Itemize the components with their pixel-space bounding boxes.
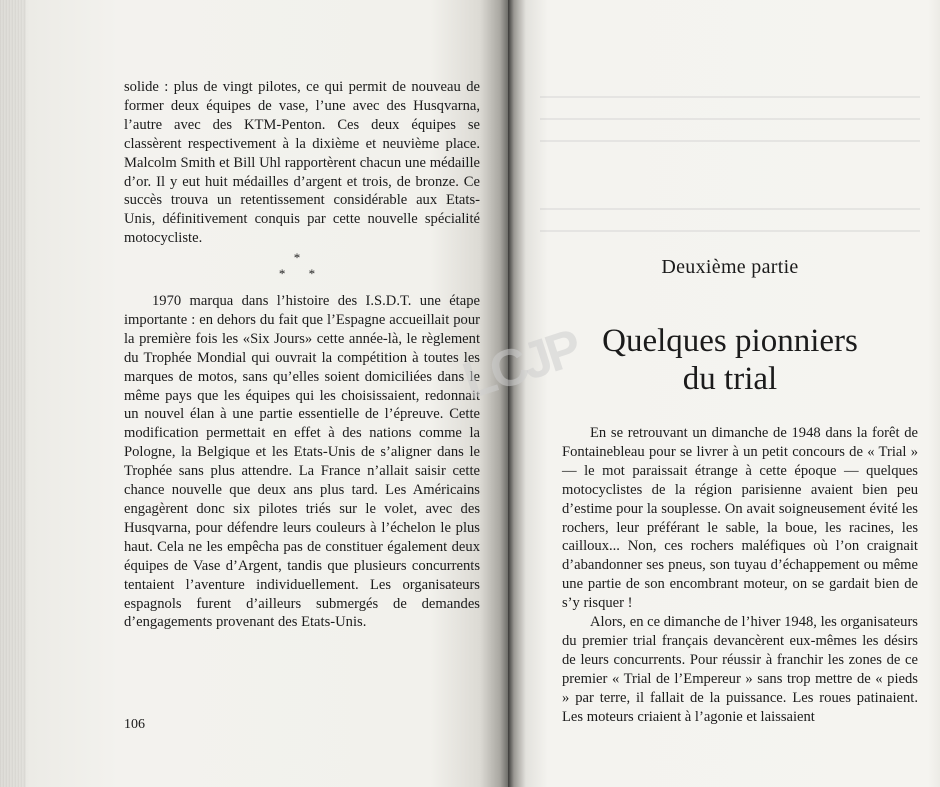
left-paragraph-2: 1970 marqua dans l’histoire des I.S.D.T. une étape importante : en dehors du fait que l’Espagne accueillait pour la première fois les «Six Jours» cette année-là, le règlement du Trophée Mondial qui ouvrait la compétition à toutes les marques de motos, sans qu’elles soient domiciliées dans le même pays que les équipes qui les choisissaient, redonnait un nouvel élan à une partie essentielle de l’épreuve. Cette modification permettait en effet à des nations comme la Pologne, la Belgique et les Etats-Unis de s’aligner dans le Trophée sans plus attendre. La France n’allait saisir cette chance nouvelle que deux ans plus tard. Les Américains engagèrent donc six pilotes triés sur le volet, avec des Husqvarna, pour défendre leurs couleurs à l’échelon le plus haut. Cela ne les empêcha pas de constituer également deux équipes de Vase d’Argent, tandis que plusieurs concurrents tentaient l’aventure individuellement. Les organisateurs espagnols furent d’ailleurs submergés de demandes d’engagements provenant des Etats-Unis. [124,293,480,631]
chapter-title [540,322,920,398]
chapter-title-line-1: Quelques pionniers [602,323,858,359]
page-edge-stack [0,0,26,787]
separator-stars-bottom: * * [278,266,326,281]
show-through-line [540,208,920,210]
left-page-body-continued [124,292,480,632]
show-through-line [540,96,920,98]
right-paragraph-2: Alors, en ce dimanche de l’hiver 1948, les organisateurs du premier trial français devancèrent eux-mêmes les désirs de leurs concurrents. Pour réussir à franchir les zones de ce premier « Trial de l’Empereur » sans trop mettre de « pieds » par terre, il fallait de la puissance. Les roues patinaient. Les moteurs criaient à l’agonie et laissaient [562,614,918,725]
show-through-line [540,140,920,142]
right-paragraph-1: En se retrouvant un dimanche de 1948 dans la forêt de Fontainebleau pour se livrer à un petit concours de « Trial » — le mot paraissait étrange à cette époque — quelques motocyclistes de la région parisienne avaient bien peu d’estime pour la souplesse. On avait soigneusement évité les rochers, leur préférant le sable, la boue, les racines, les cailloux... Non, ces rochers maléfiques où l’on craignait d’abandonner ses pneus, son tuyau d’échappement ou même une partie de son encombrant moteur, on se gardait bien de s’y risquer ! [562,425,918,612]
right-page-body [562,424,918,727]
library-stamp-watermark: LCJP [456,319,586,411]
chapter-title-line-2: du trial [682,361,778,397]
page-number: 106 [124,717,145,732]
part-label: Deuxième partie [661,256,799,278]
separator-star-top: * [293,250,311,265]
section-separator [124,250,480,282]
left-page-body [124,78,480,248]
left-paragraph-1: solide : plus de vingt pilotes, ce qui permit de nouveau de former deux équipes de vase, l’une avec des Husqvarna, l’autre avec des KTM-Penton. Ces deux équipes se classèrent respectivement à la dixième et neuvième place. Malcolm Smith et Bill Uhl rapportèrent chacun une médaille d’or. Il y eut huit médailles d’argent et trois, de bronze. Ce succès trouva un retentissement considérable aux Etats-Unis, définitivement conquis par cette nouvelle spécialité motocycliste. [124,79,480,247]
show-through-line [540,230,920,232]
show-through-line [540,118,920,120]
